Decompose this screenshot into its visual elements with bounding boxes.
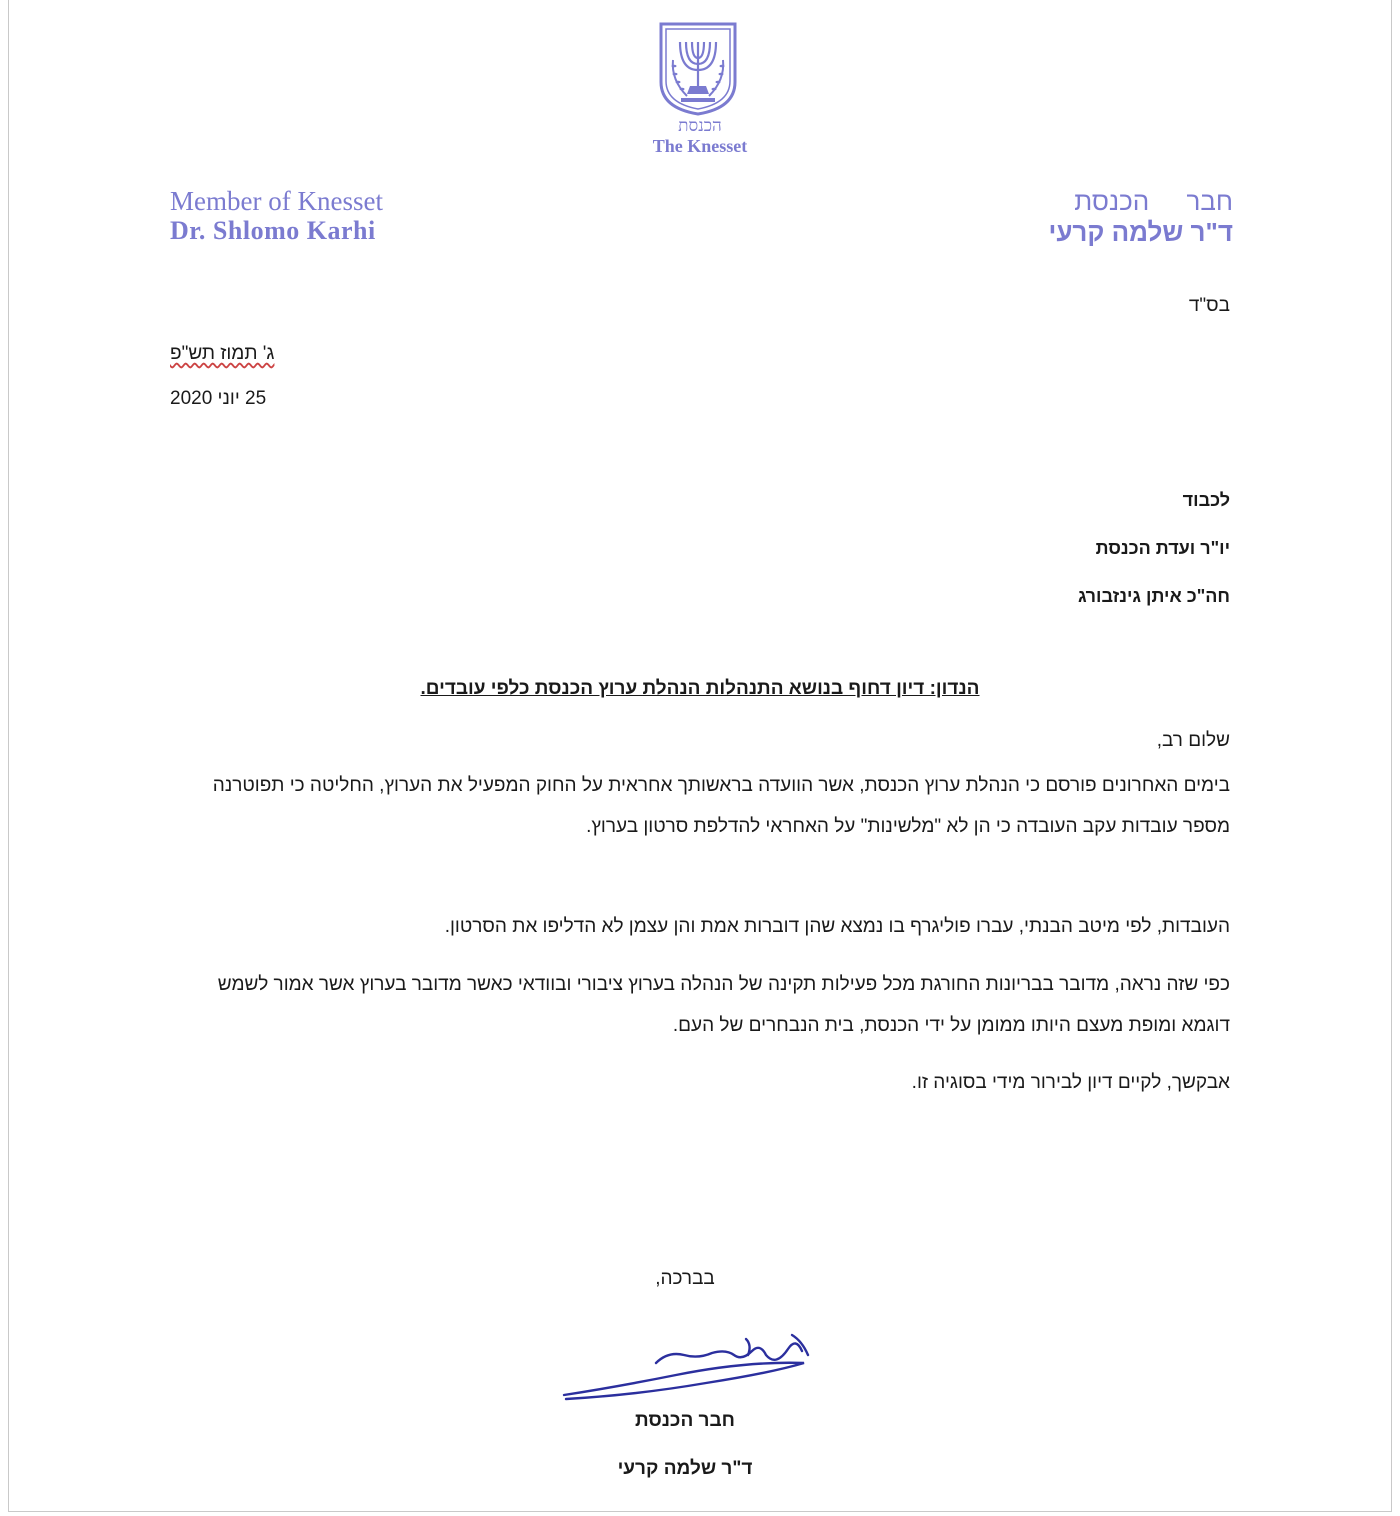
- english-name: Dr. Shlomo Karhi: [170, 216, 376, 245]
- hebrew-letterhead: [1048, 186, 1233, 248]
- body-paragraph-3: כפי שזה נראה, מדובר בבריונות החורגת מכל פעילות תקינה של הנהלה בערוץ ציבורי ובוודאי כאשר מדובר בערוץ אשר אמור לשמש דוגמא ומופת מעצם היותו ממומן על ידי הכנסת, בית הנבחרים של העם.: [217, 974, 1230, 1036]
- english-title: Member of Knesset: [170, 186, 383, 216]
- closing-name: ד"ר שלמה קרעי: [617, 1458, 753, 1479]
- subject-line: הנדון: דיון דחוף בנושא התנהלות הנהלת ערוץ הכנסת כלפי עובדים.: [420, 678, 980, 699]
- closing-title: חבר הכנסת: [635, 1410, 735, 1431]
- english-letterhead: [170, 186, 383, 246]
- hebrew-date-text: ג' תמוז תש"פ: [170, 343, 275, 364]
- greeting: שלום רב,: [1156, 730, 1230, 751]
- recipient-honorific: לכבוד: [1182, 490, 1230, 510]
- knesset-label-english: The Knesset: [652, 136, 748, 156]
- knesset-label-hebrew: הכנסת: [678, 116, 722, 135]
- bsd-mark: בס"ד: [1188, 295, 1230, 316]
- body-paragraph-2: העובדות, לפי מיטב הבנתי, עברו פוליגרף בו נמצא שהן דוברות אמת והן עצמן לא הדליפו את הסרטון.: [444, 916, 1230, 937]
- hebrew-date: [170, 343, 274, 365]
- knesset-emblem-icon: [657, 20, 739, 116]
- gregorian-date: 25 יוני 2020: [170, 388, 267, 409]
- body-paragraph-4: אבקשך, לקיים דיון לבירור מידי בסוגיה זו.: [911, 1072, 1230, 1093]
- recipient-position: יו"ר ועדת הכנסת: [1095, 538, 1230, 558]
- closing-blessing: בברכה,: [655, 1268, 715, 1289]
- recipient-name: חה"כ איתן גינזבורג: [1077, 586, 1230, 606]
- hebrew-name: ד"ר שלמה קרעי: [1048, 217, 1233, 247]
- hebrew-title: חבר הכנסת: [1074, 186, 1233, 216]
- handwritten-signature: [556, 1325, 818, 1405]
- body-paragraph-1: בימים האחרונים פורסם כי הנהלת ערוץ הכנסת, אשר הוועדה בראשותך אחראית על החוק המפעיל את הערוץ, החליטה כי תפוטרנה מספר עובדות עקב העובדה כי הן לא "מלשינות" על האחראי להדלפת סרטון בערוץ.: [212, 775, 1230, 837]
